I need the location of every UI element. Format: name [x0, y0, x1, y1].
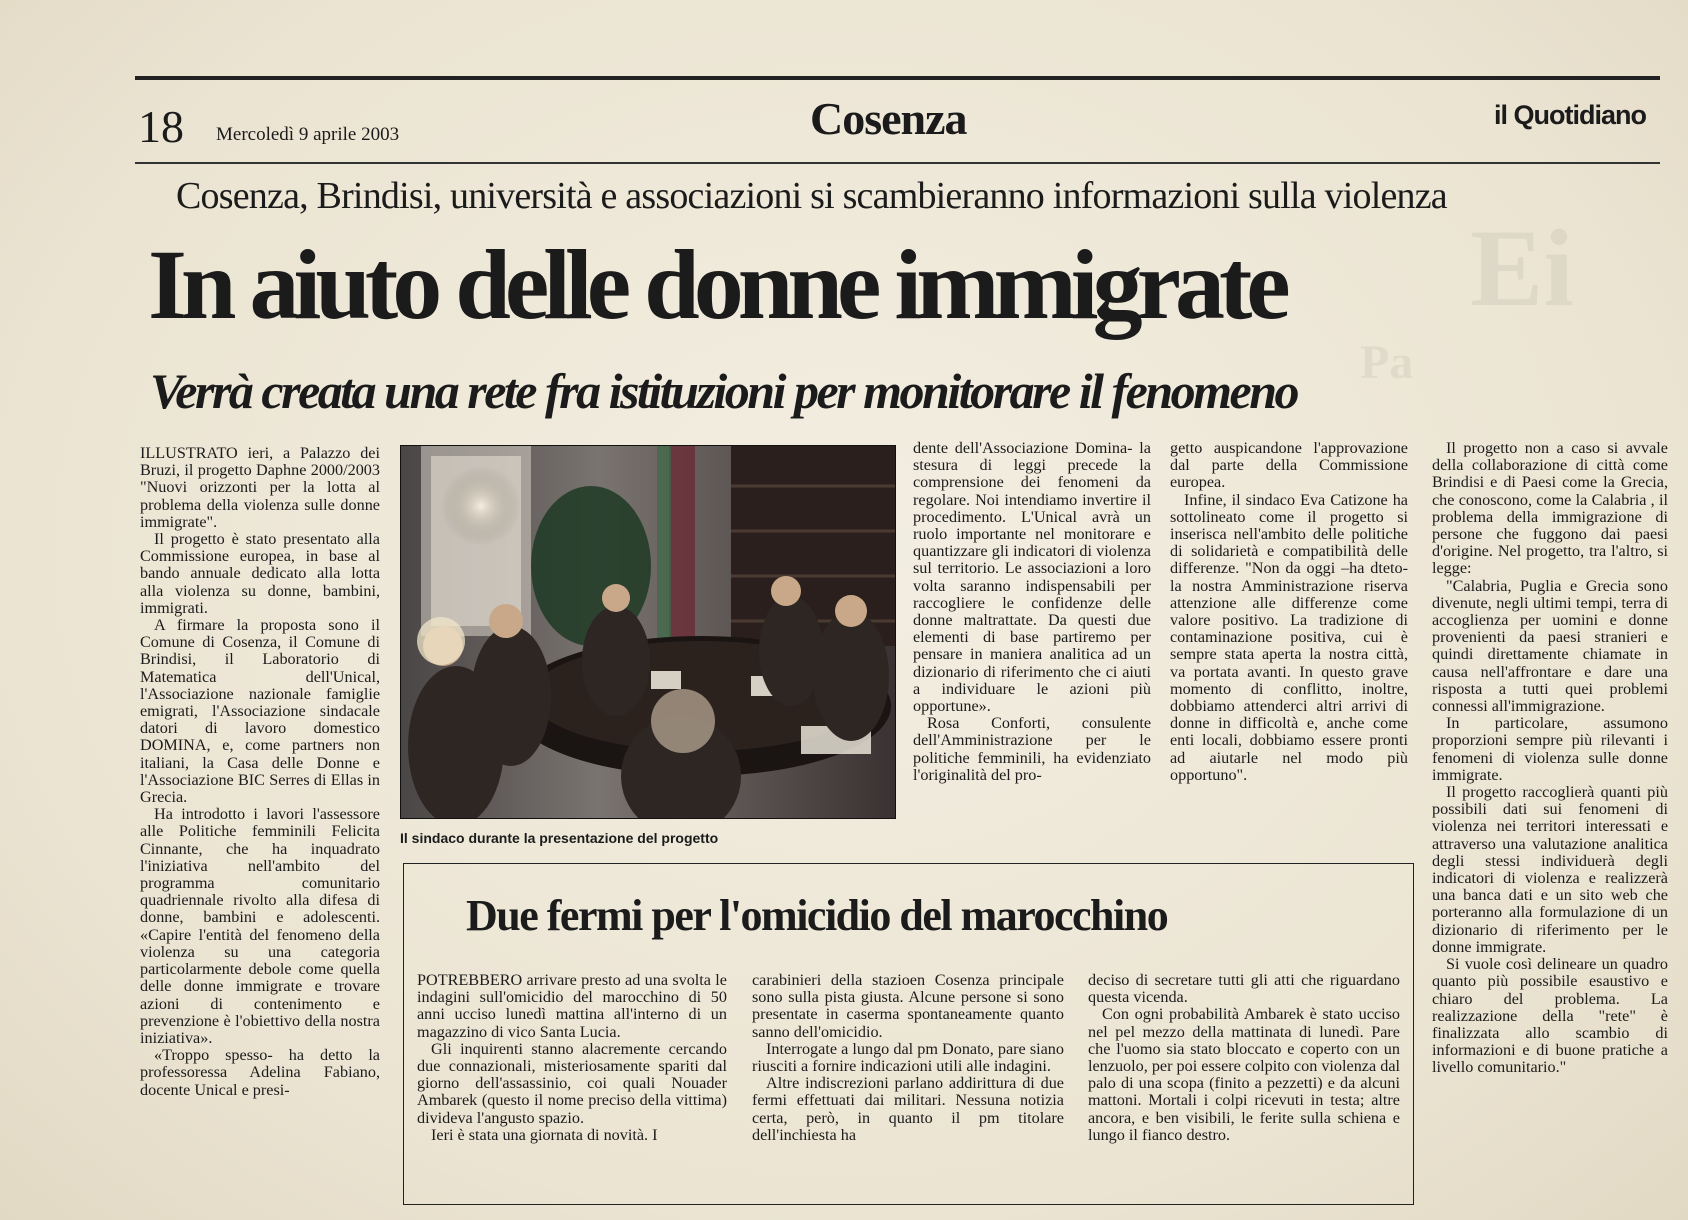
paragraph: Interrogate a lungo dal pm Donato, pare siano riusciti a fornire indicazioni utili alle indagini. — [752, 1039, 1064, 1076]
paragraph: carabinieri della stazioen Cosenza principale sono sulla pista giusta. Alcune persone si sono presentate in caserma spontaneamente quanto sanno dell'omicidio. — [752, 972, 1064, 1041]
paragraph: Gli inquirenti stanno alacremente cercando due connazionali, misteriosamente spariti dal giorno dell'assassinio, coi quali Nouader Ambarek (questo il nome preciso della vittima) divideva l'angusto spazio. — [417, 1039, 727, 1127]
article-column-3 — [1170, 440, 1408, 840]
paragraph: In particolare, assumono proporzioni sempre più rilevanti i fenomeni di violenza sulle donne immigrate. — [1432, 714, 1668, 784]
article-column-2 — [913, 440, 1151, 840]
paragraph: «Troppo spesso- ha detto la professoressa Adelina Fabiano, docente Unical e presi- — [140, 1046, 380, 1099]
page-number: 18 — [138, 101, 184, 152]
boxed-article-column-1 — [417, 972, 727, 1197]
paragraph: POTREBBERO arrivare presto ad una svolta le indagini sull'omicidio del marocchino di 50 anni ucciso lunedì mattina all'interno di un magazzino di vico Santa Lucia. — [417, 972, 727, 1041]
paragraph: Ha introdotto i lavori l'assessore alle Politiche femminili Felicita Cinnante, che ha inquadrato l'iniziativa nell'ambito del programma comunitario quadriennale rivolto alla difesa di donne, bambini e adolescenti. «Capire l'entità del fenomeno della violenza su una categoria particolarmente debole come quella delle donne immigrate e trovare azioni di contenimento e prevenzione è l'obiettivo della nostra iniziativa». — [140, 805, 380, 1047]
paragraph: Con ogni probabilità Ambarek è stato ucciso nel pel mezzo della mattinata di lunedì. Pare che l'uomo sia stato bloccato e coperto con un lenzuolo, per poi essere colpito con violenza dal palo di una scopa (finito a pezzetti) e da alcuni mattoni. Mortali i colpi ricevuti in testa; altre ancora, e ben visibili, le ferite sulla schiena e lungo il fianco destro. — [1088, 1005, 1400, 1144]
paragraph: Il progetto è stato presentato alla Commissione europea, in base al bando annuale dedicato alla lotta alla violenza su donne, bambini, immigrati. — [140, 530, 380, 617]
paragraph: "Calabria, Puglia e Grecia sono divenute, negli ultimi tempi, terra di accoglienza per uomini e donne provenienti da paesi stranieri e quindi direttamente chiamate in causa nell'affrontare e dare una risposta a tutti quei problemi connessi all'immigrazione. — [1432, 576, 1668, 716]
paragraph: deciso di secretare tutti gli atti che riguardano questa vicenda. — [1088, 972, 1400, 1007]
paragraph: Si vuole così delineare un quadro quanto più possibile esaustivo e chiaro del problema. La realizzazione della "rete" è finalizzata allo scambio di informazioni e di buone pratiche a livello comunitario." — [1432, 955, 1668, 1077]
boxed-article-headline: Due fermi per l'omicidio del marocchino — [466, 891, 1168, 940]
photo-caption: Il sindaco durante la presentazione del progetto — [400, 830, 719, 846]
paragraph: dente dell'Associazione Domina- la stesura di leggi precede la comprensione dei fenomeni da regolare. Noi intendiamo invertire il procedimento. L'Unical avrà un ruolo importante nel monitorare e quantizzare gli indicatori di violenza sul territorio. Le associazioni a loro volta saranno indispensabili per raccogliere le confidenze delle donne maltrattate. Da questi due elementi di base partiremo per pensare in maniera analitica ad un dizionario di riferimento che ci aiuti a individuare le azioni più opportune». — [913, 440, 1151, 716]
article-photo — [400, 445, 896, 819]
newspaper-logo: il Quotidiano — [1494, 100, 1646, 130]
article-headline: In aiuto delle donne immigrate — [148, 229, 1285, 340]
paragraph: Ieri è stata una giornata di novità. I — [431, 1125, 658, 1144]
boxed-article-column-2 — [752, 972, 1064, 1197]
paragraph: Rosa Conforti, consulente dell'Amministrazione per le politiche femminili, ha evidenziato l'originalità del pro- — [913, 714, 1151, 784]
section-title: Cosenza — [810, 93, 967, 144]
boxed-article-column-3 — [1088, 972, 1400, 1197]
paragraph: ILLUSTRATO ieri, a Palazzo dei Bruzi, il progetto Daphne 2000/2003 "Nuovi orizzonti per la lotta al problema della violenza sulle donne immigrate". — [140, 445, 380, 531]
show-through-text: Ei — [1470, 207, 1574, 329]
article-kicker: Cosenza, Brindisi, università e associazioni si scambieranno informazioni sulla violenza — [176, 175, 1447, 217]
masthead-top-rule — [135, 76, 1660, 80]
article-column-1 — [140, 445, 380, 1205]
article-subheadline: Verrà creata una rete fra istituzioni per monitorare il fenomeno — [150, 363, 1298, 419]
article-column-4 — [1432, 440, 1668, 1210]
paragraph: Il progetto raccoglierà quanti più possibili dati sui fenomeni di violenza nei territori interessati e attraverso una valutazione analitica degli stessi individuerà degli indicatori di violenza e realizzerà una banca dati e un sito web che porteranno alla formulazione di un dizionario di riferimento per le donne immigrate. — [1432, 783, 1668, 956]
meeting-photo-illustration — [401, 446, 895, 818]
issue-date: Mercoledì 9 aprile 2003 — [216, 124, 400, 145]
paragraph: Altre indiscrezioni parlano addirittura di due fermi effettuati dai militari. Nessuna notizia certa, però, in quanto il pm titolare dell'inchiesta ha — [752, 1074, 1064, 1144]
paragraph: getto auspicandone l'approvazione dal parte della Commissione europea. — [1170, 440, 1408, 492]
show-through-text: Pa — [1360, 336, 1414, 389]
paragraph: Il progetto non a caso si avvale della collaborazione di città come Brindisi e di Paesi come la Grecia, che conoscono, come la Calabria , il problema della immigrazione di persone che fuggono dai paesi d'origine. Nel progetto, tra l'altro, si legge: — [1432, 440, 1668, 578]
paragraph: A firmare la proposta sono il Comune di Cosenza, il Comune di Brindisi, il Laboratorio di Matematica dell'Unical, l'Associazione nazionale famiglie emigrati, l'Associazione sindacale datori di lavoro domestico DOMINA, e, come partners non italiani, la Casa delle Donne e l'Associazione BIC Serres di Ellas in Grecia. — [140, 616, 380, 807]
masthead-bottom-rule — [135, 162, 1660, 164]
paragraph: Infine, il sindaco Eva Catizone ha sottolineato come il progetto si inserisca nell'ambito delle politiche di solidarietà e compatibilità delle differenze. "Non da oggi –ha dteto- la nostra Amministrazione riserva attenzione alle differenze come valore positivo. La tradizione di contaminazione positiva, cui è sempre stata aperta la nostra città, va portata avanti. In questo grave momento di conflitto, inoltre, dobbiamo attenderci altri arrivi di donne in difficoltà e, anche come enti locali, dobbiamo essere pronti ad aiutarle nel modo più opportuno". — [1170, 490, 1408, 784]
